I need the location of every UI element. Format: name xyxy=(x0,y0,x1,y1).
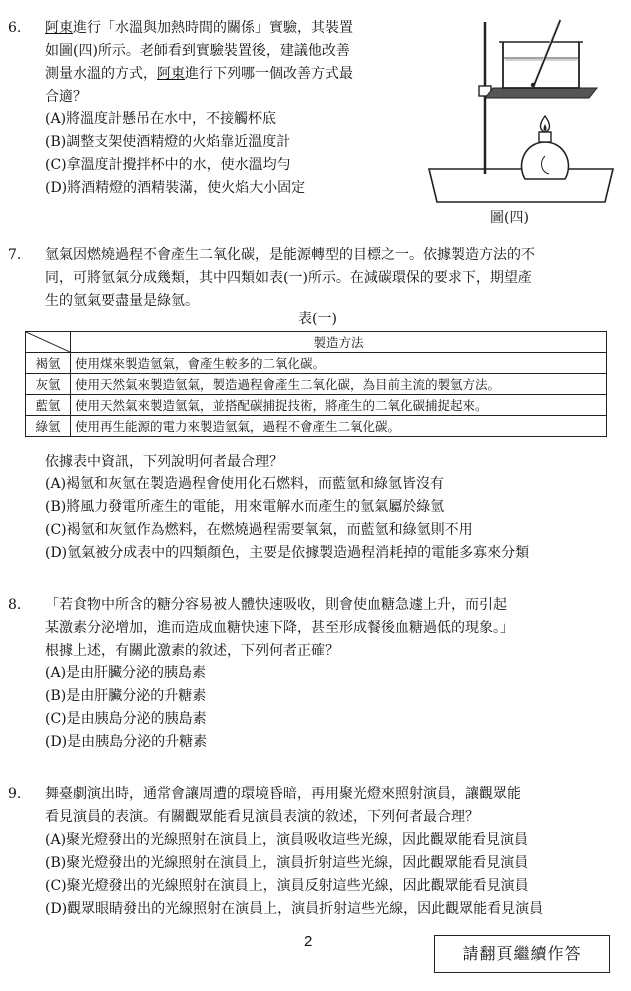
hydrogen-type-cell: 綠氫 xyxy=(26,416,71,437)
option-b[interactable]: (B)聚光燈發出的光線照射在演員上，演員折射這些光線，因此觀眾能看見演員 xyxy=(45,855,529,871)
question-prompt: 依據表中資訊，下列說明何者最合理？ xyxy=(45,454,283,470)
alcohol-lamp xyxy=(522,142,569,179)
question-text: 「若食物中所含的糖分容易被人體快速吸收，則會使血糖急遽上升，而引起 xyxy=(45,597,507,613)
question-text: 看見演員的表演。有關觀眾能看見演員表演的敘述，下列何者最合理？ xyxy=(45,809,479,825)
thermometer-bore xyxy=(532,20,559,87)
student-name: 阿東 xyxy=(45,20,73,36)
question-text-part: 測量水溫的方式， xyxy=(45,66,157,82)
option-a[interactable]: (A)褐氫和灰氫在製造過程會使用化石燃料，而藍氫和綠氫皆沒有 xyxy=(45,476,445,492)
option-b[interactable]: (B)是由肝臟分泌的升糖素 xyxy=(45,688,207,704)
option-b[interactable]: (B)調整支架使酒精燈的火焰靠近溫度計 xyxy=(45,134,291,150)
question-text: 生的氫氣要盡量是綠氫。 xyxy=(45,293,199,309)
lamp-neck xyxy=(539,132,551,142)
option-c[interactable]: (C)褐氫和灰氫作為燃料，在燃燒過程需要氧氣，而藍氫和綠氫則不用 xyxy=(45,522,473,538)
option-b[interactable]: (B)將風力發電所產生的電能，用來電解水而產生的氫氣屬於綠氫 xyxy=(45,499,445,515)
turn-page-notice: 請翻頁繼續作答 xyxy=(434,935,610,973)
option-d[interactable]: (D)是由胰島分泌的升糖素 xyxy=(45,734,208,750)
question-number: 8. xyxy=(8,597,22,613)
method-cell: 使用煤來製造氫氣，會產生較多的二氧化碳。 xyxy=(71,353,607,374)
page-number: 2 xyxy=(304,933,313,950)
option-d[interactable]: (D)觀眾眼睛發出的光線照射在演員上，演員折射這些光線，因此觀眾能看見演員 xyxy=(45,901,544,917)
table-row xyxy=(26,416,607,437)
table-header-row xyxy=(26,332,607,353)
option-c[interactable]: (C)是由胰島分泌的胰島素 xyxy=(45,711,207,727)
question-text xyxy=(45,63,353,85)
question-number: 6. xyxy=(8,20,22,36)
thermometer xyxy=(533,20,560,87)
hydrogen-types-table xyxy=(25,331,607,437)
figure-caption: 圖(四) xyxy=(490,210,529,226)
question-text: 氫氣因燃燒過程不會產生二氧化碳，是能源轉型的目標之一。依據製造方法的不 xyxy=(45,247,535,263)
question-text: 如圖(四)所示。老師看到實驗裝置後，建議他改善 xyxy=(45,43,350,59)
table-row xyxy=(26,353,607,374)
table-header-cell: 製造方法 xyxy=(71,332,607,353)
table-corner-cell xyxy=(26,332,71,353)
hydrogen-type-cell: 藍氫 xyxy=(26,395,71,416)
question-text: 根據上述，有關此激素的敘述，下列何者正確？ xyxy=(45,643,339,659)
method-cell: 使用再生能源的電力來製造氫氣，過程不會產生二氧化碳。 xyxy=(71,416,607,437)
hydrogen-type-cell: 灰氫 xyxy=(26,374,71,395)
option-a[interactable]: (A)聚光燈發出的光線照射在演員上，演員吸收這些光線，因此觀眾能看見演員 xyxy=(45,832,529,848)
option-d[interactable]: (D)將酒精燈的酒精裝滿，使火焰大小固定 xyxy=(45,180,306,196)
question-text xyxy=(45,17,353,39)
method-cell: 使用天然氣來製造氫氣，製造過程會產生二氧化碳，為目前主流的製氫方法。 xyxy=(71,374,607,395)
diagonal-line-icon xyxy=(26,332,70,352)
table-row xyxy=(26,374,607,395)
table-caption: 表(一) xyxy=(298,311,337,327)
question-text: 合適？ xyxy=(45,89,87,105)
option-a[interactable]: (A)是由肝臟分泌的胰島素 xyxy=(45,665,207,681)
question-text: 舞臺劇演出時，通常會讓周遭的環境昏暗，再用聚光燈來照射演員，讓觀眾能 xyxy=(45,786,521,802)
question-text: 同，可將氫氣分成幾類，其中四類如表(一)所示。在減碳環保的要求下，期望產 xyxy=(45,270,532,286)
question-text-part: 進行下列哪一個改善方式最 xyxy=(185,66,353,82)
wire-gauze xyxy=(485,88,597,98)
question-number: 9. xyxy=(8,786,22,802)
thermometer-bulb xyxy=(531,83,535,87)
question-text: 某激素分泌增加，進而造成血糖快速下降，甚至形成餐後血糖過低的現象。」 xyxy=(45,620,514,636)
option-d[interactable]: (D)氫氣被分成表中的四類顏色，主要是依據製造過程消耗掉的電能多寡來分類 xyxy=(45,545,530,561)
stand-base xyxy=(429,169,613,202)
option-a[interactable]: (A)將溫度計懸吊在水中，不接觸杯底 xyxy=(45,111,277,127)
table-row xyxy=(26,395,607,416)
question-text-part: 進行「水溫與加熱時間的關係」實驗，其裝置 xyxy=(73,20,353,36)
method-cell: 使用天然氣來製造氫氣，並搭配碳捕捉技術，將產生的二氧化碳捕捉起來。 xyxy=(71,395,607,416)
student-name: 阿東 xyxy=(157,66,185,82)
option-c[interactable]: (C)聚光燈發出的光線照射在演員上，演員反射這些光線，因此觀眾能看見演員 xyxy=(45,878,529,894)
hydrogen-type-cell: 褐氫 xyxy=(26,353,71,374)
question-number: 7. xyxy=(8,247,22,263)
lab-apparatus-figure xyxy=(421,14,621,232)
option-c[interactable]: (C)拿溫度計攪拌杯中的水，使水溫均勻 xyxy=(45,157,291,173)
